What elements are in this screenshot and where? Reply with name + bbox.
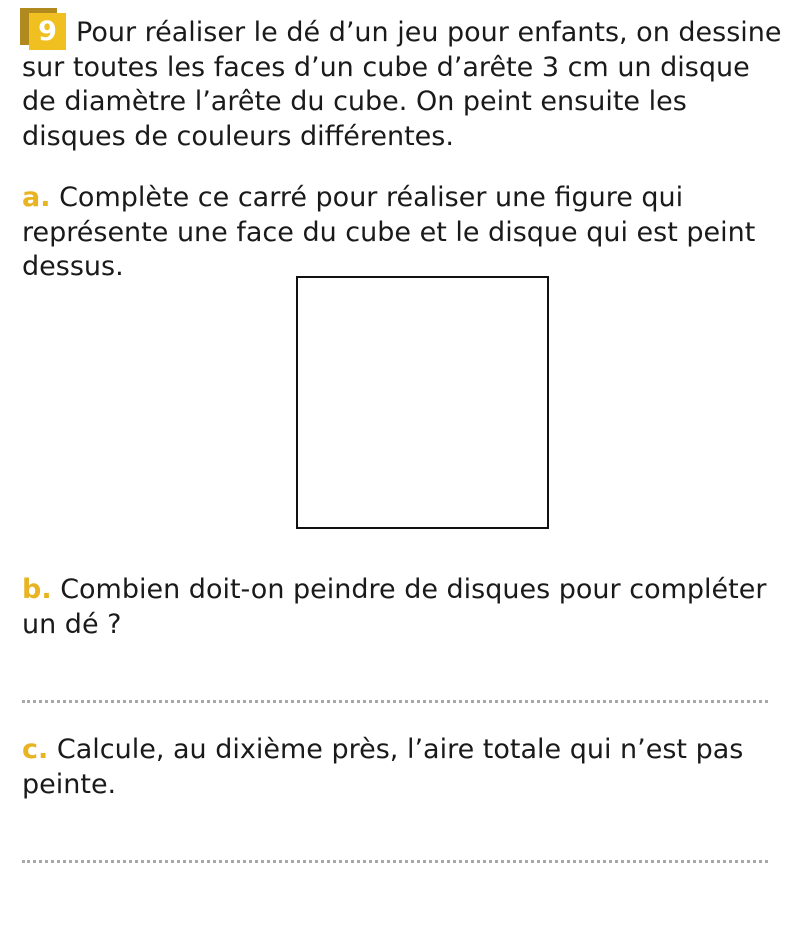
answer-line-b[interactable] xyxy=(22,700,768,703)
exercise-number: 9 xyxy=(29,13,66,50)
question-b-letter: b. xyxy=(22,574,52,605)
cube-face-square[interactable] xyxy=(296,276,549,529)
question-a-text: Complète ce carré pour réaliser une figure qui représente une face du cube et le disque qui est peint dessus. xyxy=(22,182,756,282)
question-a xyxy=(22,181,792,285)
question-c-text: Calcule, au dixième près, l’aire totale qui n’est pas peinte. xyxy=(22,734,744,800)
question-c xyxy=(22,733,792,802)
question-b-text: Combien doit-on peindre de disques pour compléter un dé ? xyxy=(22,574,767,640)
exercise-intro-text: Pour réaliser le dé d’un jeu pour enfants, on dessine sur toutes les faces d’un cube d’arête 3 cm un disque de diamètre l’arête du cube. On peint ensuite les disques de couleurs différentes. xyxy=(22,17,782,152)
question-b xyxy=(22,573,792,642)
exercise-intro xyxy=(22,16,792,154)
question-c-letter: c. xyxy=(22,734,49,765)
question-a-letter: a. xyxy=(22,182,51,213)
answer-line-c[interactable] xyxy=(22,860,768,863)
